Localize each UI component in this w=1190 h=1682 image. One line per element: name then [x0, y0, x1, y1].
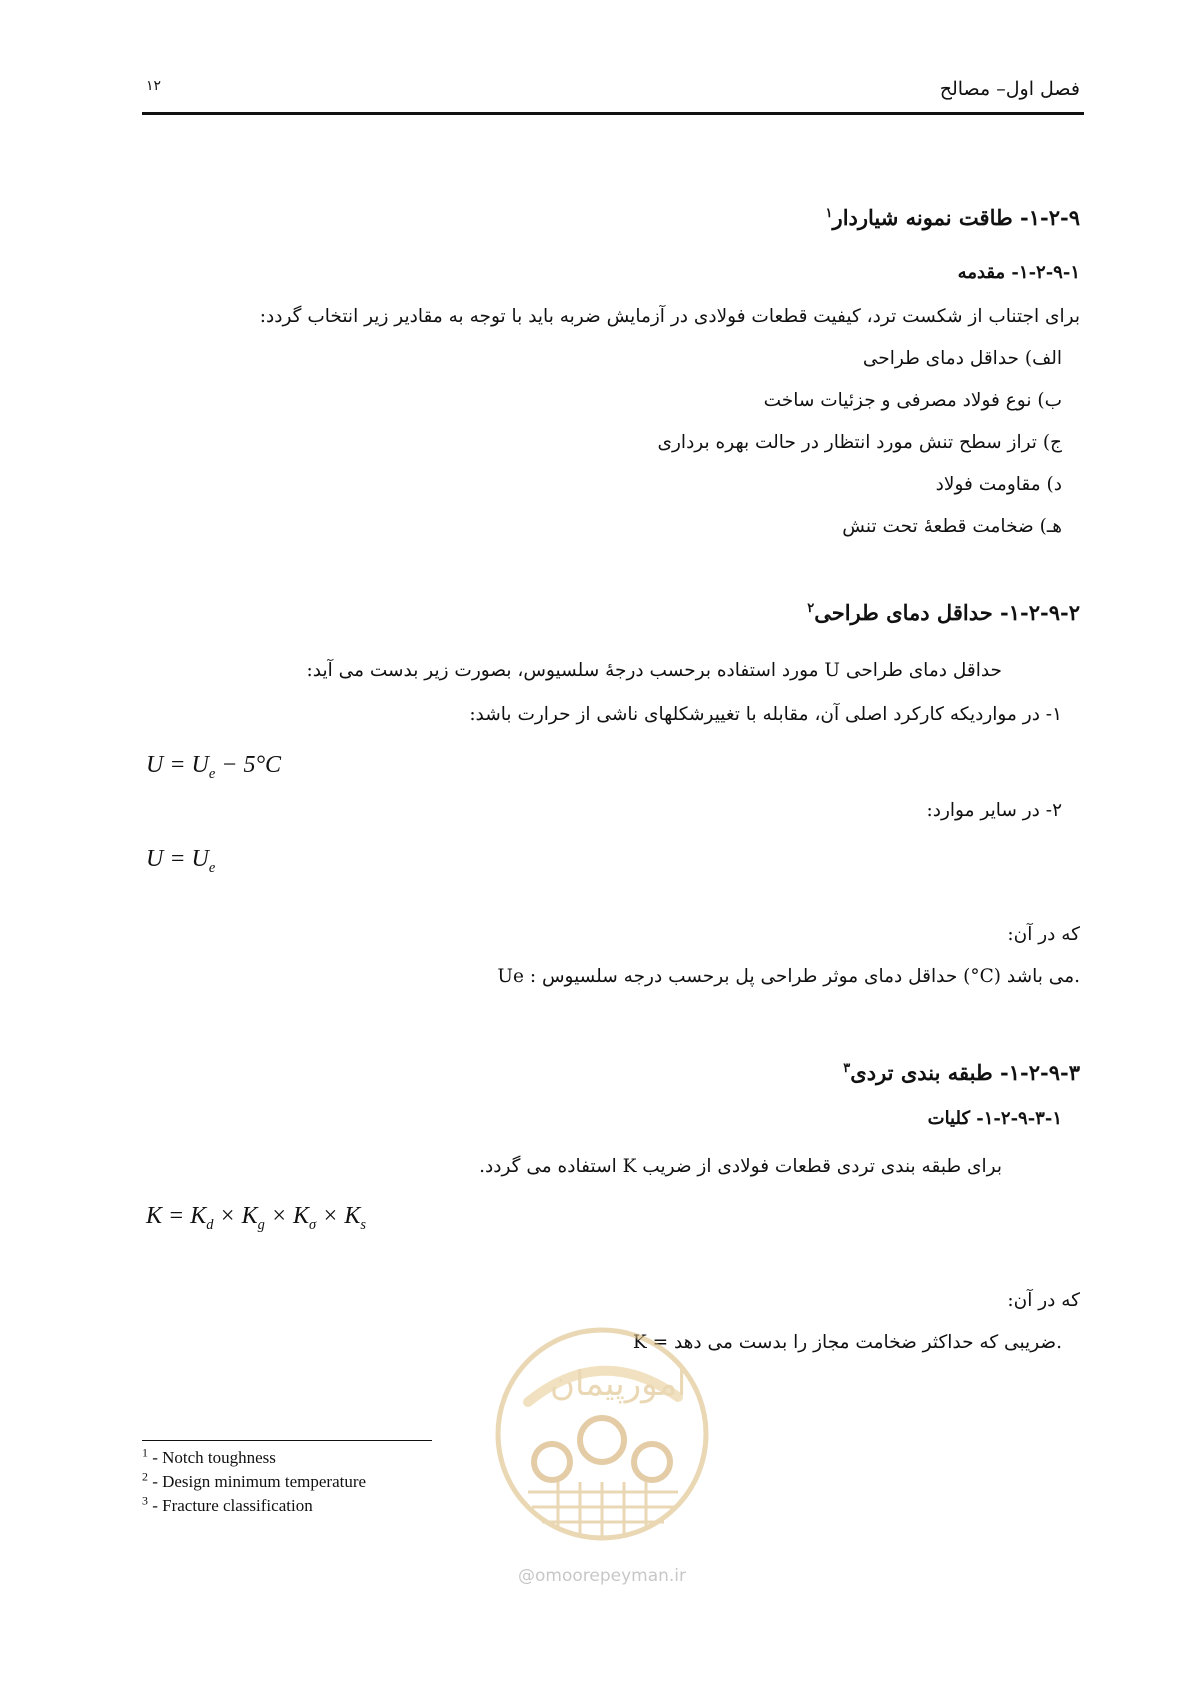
- watermark-logo-text: امورپیمان: [550, 1364, 687, 1404]
- section-heading-fracture-class: [843, 1060, 1080, 1085]
- formula-k: $K = K_d \times K_g \times K_\sigma \times K_s$: [146, 1203, 366, 1233]
- footnote: $^3$ - Fracture classification: [142, 1493, 313, 1515]
- formula-u-case2: $U = U_e$: [146, 846, 216, 876]
- list-item: ب) نوع فولاد مصرفی و جزئیات ساخت: [763, 390, 1062, 411]
- section-heading-design-min-temp: [807, 600, 1080, 625]
- footnote: $^2$ - Design minimum temperature: [142, 1469, 367, 1491]
- footnote-ref: ۲: [807, 601, 815, 616]
- footnote-rule: [142, 1440, 432, 1441]
- header-rule: [142, 112, 1084, 115]
- watermark-logo: [488, 1322, 716, 1592]
- heading-text: ۱-۲-۹-۳- طبقه بندی تردی: [850, 1060, 1080, 1085]
- footnote-ref: ۳: [843, 1061, 851, 1076]
- list-item: د) مقاومت فولاد: [935, 474, 1062, 495]
- definition-k: K = ضریبی که حداکثر ضخامت مجاز را بدست می دهد.: [632, 1332, 1062, 1353]
- paragraph-k-factor: برای طبقه بندی تردی قطعات فولادی از ضریب K استفاده می گردد.: [479, 1156, 1002, 1177]
- list-item: الف) حداقل دمای طراحی: [862, 348, 1062, 369]
- footnote-ref: ۱: [825, 206, 833, 221]
- running-title: فصل اول– مصالح: [939, 78, 1080, 100]
- heading-text: ۱-۲-۹- طاقت نمونه شیاردار: [832, 205, 1080, 230]
- definition-ue: Ue : حداقل دمای موثر طراحی پل برحسب درجه سلسیوس (°C) می باشد.: [497, 966, 1080, 987]
- formula-u-case1: $U = U_e - 5^\circ C$: [146, 752, 282, 782]
- page-number: ۱۲: [146, 78, 162, 94]
- watermark-site: @omoorepeyman.ir: [517, 1566, 687, 1586]
- subsection-heading-general: ۱-۲-۹-۳-۱- کلیات: [927, 1108, 1062, 1129]
- case-1: ۱- در مواردیکه کارکرد اصلی آن، مقابله با تغییرشکلهای ناشی از حرارت باشد:: [469, 704, 1062, 725]
- section-heading-notch-toughness: [826, 205, 1080, 230]
- list-item: ج) تراز سطح تنش مورد انتظار در حالت بهره برداری: [657, 432, 1062, 453]
- case-2: ۲- در سایر موارد:: [926, 800, 1062, 821]
- footnote: $^1$ - Notch toughness: [142, 1445, 276, 1467]
- where-label: که در آن:: [1007, 924, 1080, 945]
- list-item: هـ) ضخامت قطعهٔ تحت تنش: [842, 516, 1062, 537]
- heading-text: ۱-۲-۹-۲- حداقل دمای طراحی: [814, 600, 1080, 625]
- subsection-heading-intro: ۱-۲-۹-۱- مقدمه: [957, 262, 1080, 283]
- logo-emblem-icon: [488, 1322, 716, 1592]
- paragraph-design-temp: حداقل دمای طراحی U مورد استفاده برحسب درجهٔ سلسیوس، بصورت زیر بدست می آید:: [306, 660, 1002, 681]
- intro-paragraph: برای اجتناب از شکست ترد، کیفیت قطعات فولادی در آزمایش ضربه باید با توجه به مقادیر زیر انتخاب گردد:: [259, 306, 1080, 327]
- where-label: که در آن:: [1007, 1290, 1080, 1311]
